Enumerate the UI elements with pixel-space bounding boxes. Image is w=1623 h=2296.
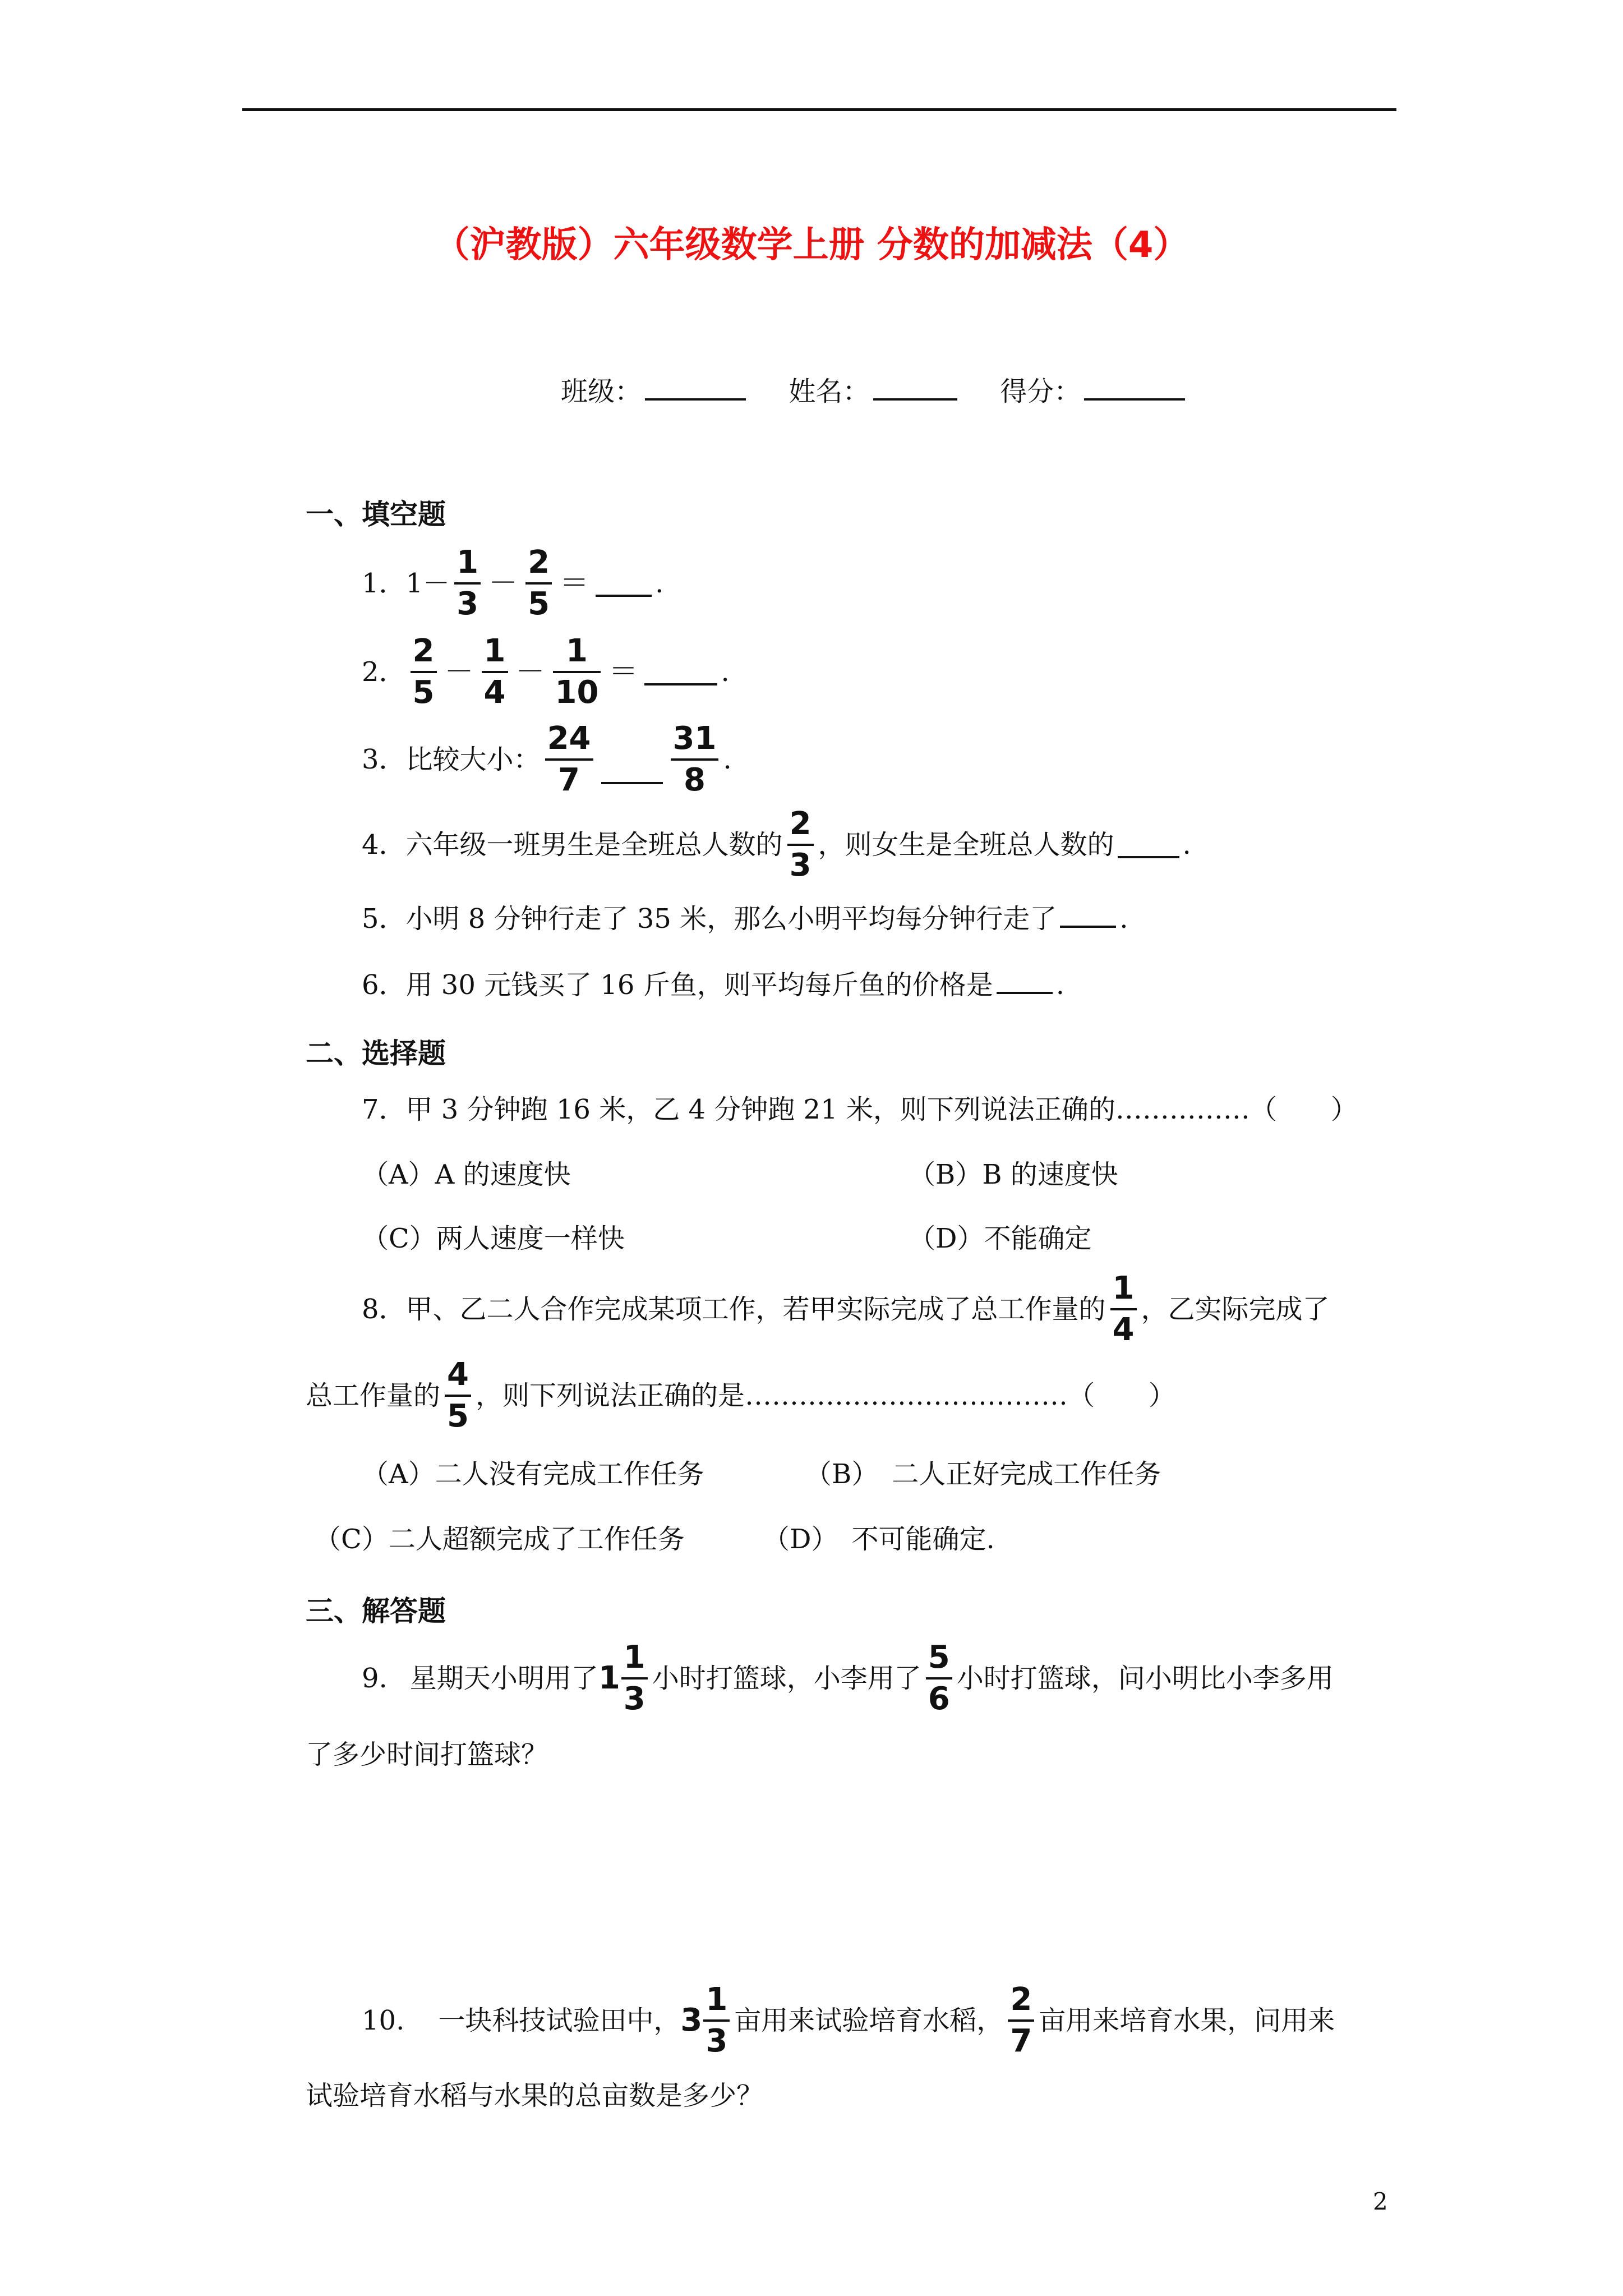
q1-fraction-2: $\frac{2}{5}$ [525, 543, 552, 624]
question-9-line-1 [362, 1638, 1334, 1719]
q7-option-c[interactable]: （C）两人速度一样快 [362, 1223, 625, 1254]
q1-number: 1． [362, 568, 406, 599]
q9-fraction-1: $\frac{1}{3}$ [621, 1638, 648, 1719]
q7-option-b[interactable]: （B）B 的速度快 [909, 1159, 1118, 1190]
minus-sign: － [515, 655, 545, 689]
q8-text-d: ，则下列说法正确的是………………………………（ ） [475, 1380, 1175, 1411]
q7-option-d[interactable]: （D）不能确定 [909, 1223, 1092, 1254]
info-line [561, 374, 1188, 408]
name-label: 姓名： [789, 376, 870, 407]
q6-period: . [1055, 969, 1064, 1001]
q4-answer-blank[interactable] [1118, 831, 1179, 858]
section-answer-heading: 三、解答题 [306, 1595, 446, 1627]
equals-sign: ＝ [608, 655, 638, 689]
class-label: 班级： [561, 376, 642, 407]
q9-number: 9. [362, 1663, 388, 1694]
name-blank[interactable] [873, 374, 957, 401]
q9-text-a: 星期天小明用了 [409, 1663, 598, 1694]
q4-number: 4． [362, 829, 406, 861]
q8-text-c: 总工作量的 [306, 1380, 441, 1411]
score-blank[interactable] [1084, 374, 1185, 401]
q3-number: 3． [362, 744, 406, 775]
q10-text-a: 一块科技试验田中， [438, 2005, 681, 2036]
q1-answer-blank[interactable] [596, 570, 652, 597]
q10-text-b: 亩用来试验培育水稻， [734, 2005, 1004, 2036]
q2-fraction-2: $\frac{1}{4}$ [482, 632, 508, 712]
q2-fraction-1: $\frac{2}{5}$ [411, 632, 437, 712]
q8-fraction-2: $\frac{4}{5}$ [445, 1355, 471, 1436]
q10-whole-number: 3 [680, 2002, 703, 2039]
q10-fraction-1: $\frac{1}{3}$ [703, 1980, 730, 2061]
score-label: 得分： [1000, 376, 1081, 407]
q10-text-c: 亩用来培育水果，问用来 [1039, 2005, 1335, 2036]
page-title: （沪教版）六年级数学上册 分数的加减法（4） [434, 224, 1189, 266]
q5-answer-blank[interactable] [1060, 901, 1116, 928]
q1-period: . [655, 568, 664, 599]
q4-period: . [1182, 829, 1191, 861]
q3-period: . [723, 744, 732, 775]
q10-number: 10. [362, 2005, 405, 2036]
minus-sign: － [444, 655, 474, 689]
q3-fraction-1: $\frac{24}{7}$ [545, 719, 593, 800]
q9-text-c: 小时打篮球，问小明比小李多用 [956, 1663, 1334, 1694]
question-10-line-2: 试验培育水稻与水果的总亩数是多少？ [306, 2080, 764, 2111]
q5-text: 5．小明 8 分钟行走了 35 米，那么小明平均每分钟行走了 [362, 903, 1057, 935]
q3-text: 比较大小： [405, 744, 541, 775]
q1-lead: 1－ [405, 568, 450, 599]
q1-fraction-1: $\frac{1}{3}$ [454, 543, 481, 624]
question-1 [362, 543, 663, 624]
question-2 [362, 632, 730, 712]
question-8-line-2 [306, 1355, 1175, 1436]
q9-whole-number: 1 [598, 1660, 620, 1696]
header-rule [242, 108, 1396, 111]
equals-sign: ＝ [560, 567, 589, 600]
q8-option-a[interactable]: （A）二人没有完成工作任务 [362, 1458, 704, 1490]
q3-answer-blank[interactable] [601, 757, 663, 784]
minus-sign: － [488, 567, 518, 600]
question-8-line-1 [362, 1269, 1330, 1350]
question-4 [362, 804, 1191, 885]
q2-number: 2． [362, 656, 406, 688]
question-5 [362, 901, 1128, 936]
question-7: 7．甲 3 分钟跑 16 米，乙 4 分钟跑 21 米，则下列说法正确的……………（ ） [362, 1094, 1358, 1125]
q9-text-b: 小时打篮球，小李用了 [652, 1663, 921, 1694]
q2-fraction-3: $\frac{1}{10}$ [553, 632, 601, 712]
q7-option-a[interactable]: （A）A 的速度快 [362, 1159, 571, 1190]
q6-answer-blank[interactable] [997, 967, 1053, 994]
section-choice-heading: 二、选择题 [306, 1037, 446, 1070]
q8-option-b[interactable]: （B） 二人正好完成工作任务 [805, 1458, 1161, 1490]
question-6 [362, 967, 1064, 1002]
q9-fraction-2: $\frac{5}{6}$ [926, 1638, 952, 1719]
question-3 [362, 719, 732, 800]
q2-answer-blank[interactable] [644, 659, 717, 685]
class-blank[interactable] [645, 374, 746, 401]
q10-fraction-2: $\frac{2}{7}$ [1008, 1980, 1034, 2061]
q8-option-d[interactable]: （D） 不可能确定. [763, 1524, 995, 1555]
q6-text: 6．用 30 元钱买了 16 斤鱼，则平均每斤鱼的价格是 [362, 969, 993, 1001]
q8-text-a: 8．甲、乙二人合作完成某项工作，若甲实际完成了总工作量的 [362, 1294, 1106, 1325]
q2-period: . [721, 656, 730, 688]
question-10-line-1 [362, 1980, 1335, 2061]
q5-period: . [1119, 903, 1128, 935]
question-9-line-2: 了多少时间打篮球？ [306, 1739, 548, 1770]
section-fill-heading: 一、填空题 [306, 498, 446, 531]
q3-fraction-2: $\frac{31}{8}$ [671, 719, 719, 800]
q4-fraction: $\frac{2}{3}$ [787, 804, 814, 885]
q8-option-c[interactable]: （C）二人超额完成了工作任务 [314, 1524, 685, 1555]
q4-text-a: 六年级一班男生是全班总人数的 [405, 829, 783, 861]
q4-text-b: ，则女生是全班总人数的 [818, 829, 1114, 861]
q8-text-b: ，乙实际完成了 [1141, 1294, 1330, 1325]
page-number: 2 [1373, 2188, 1388, 2215]
q8-fraction-1: $\frac{1}{4}$ [1110, 1269, 1137, 1350]
